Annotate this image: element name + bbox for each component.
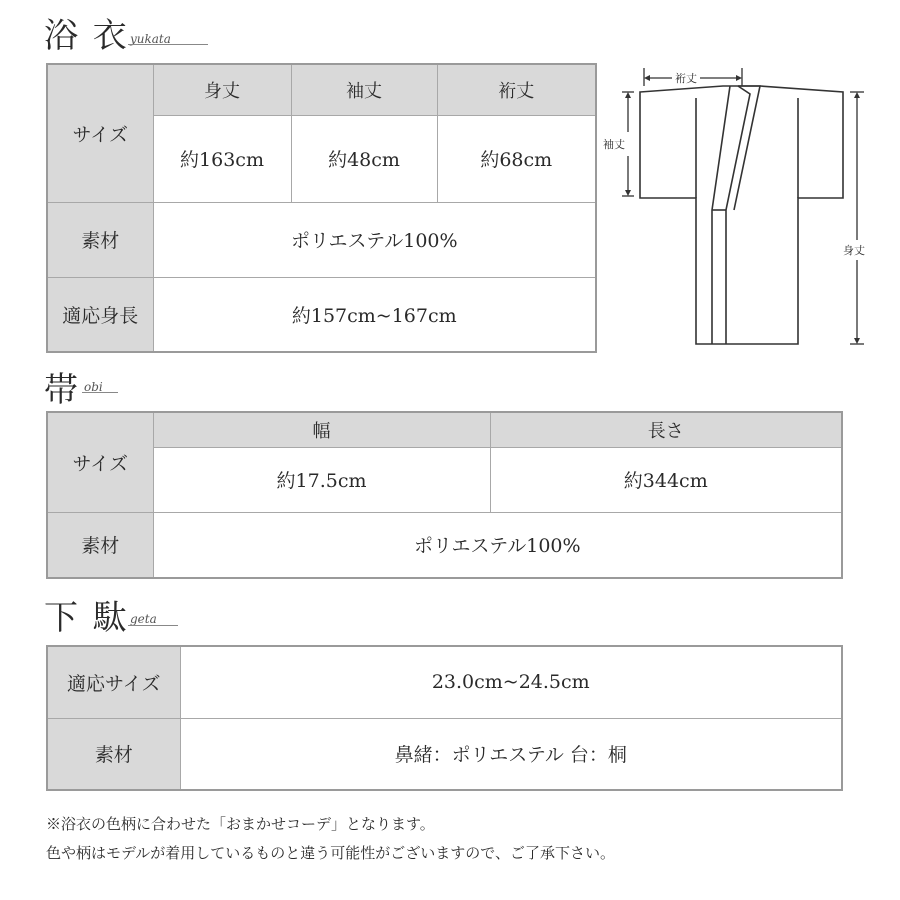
value-yukitake: 約68cm xyxy=(437,115,596,202)
geta-material-value: 鼻緒：ポリエステル 台：桐 xyxy=(180,718,842,790)
yukata-material-label: 素材 xyxy=(47,202,153,277)
geta-size-value: 23.0cm~24.5cm xyxy=(180,646,842,718)
value-width: 約17.5cm xyxy=(153,447,490,512)
geta-material-label: 素材 xyxy=(47,718,180,790)
geta-title-underline xyxy=(128,625,178,626)
note-line-2: 色や柄はモデルが着用しているものと違う可能性がございますので、ご了承下さい。 xyxy=(46,844,615,862)
geta-table xyxy=(46,645,843,791)
yukata-material-value: ポリエステル100% xyxy=(153,202,596,277)
obi-table xyxy=(46,411,843,579)
obi-title-underline xyxy=(82,392,118,393)
obi-script: obi xyxy=(84,380,103,394)
yukata-diagram xyxy=(600,60,870,355)
value-length: 約344cm xyxy=(490,447,842,512)
yukata-title: 浴 衣 xyxy=(44,16,129,56)
header-length: 長さ xyxy=(490,412,842,447)
yukata-size-label: サイズ xyxy=(47,64,153,202)
obi-size-label: サイズ xyxy=(47,412,153,512)
value-sodetake: 約48cm xyxy=(291,115,437,202)
obi-material-value: ポリエステル100% xyxy=(153,512,842,578)
header-mitake: 身丈 xyxy=(153,64,291,115)
header-sodetake: 袖丈 xyxy=(291,64,437,115)
value-mitake: 約163cm xyxy=(153,115,291,202)
geta-title: 下 駄 xyxy=(44,598,129,638)
yuki-label: 裄丈 xyxy=(675,72,697,85)
obi-material-label: 素材 xyxy=(47,512,153,578)
yukata-title-underline xyxy=(128,44,208,45)
yukata-height-value: 約157cm~167cm xyxy=(153,277,596,352)
mitake-dimension xyxy=(850,92,864,344)
mitake-label: 身丈 xyxy=(843,244,865,257)
yukata-height-label: 適応身長 xyxy=(47,277,153,352)
geta-script: geta xyxy=(130,612,157,626)
yukata-script: yukata xyxy=(130,32,171,46)
yukata-table xyxy=(46,63,597,353)
obi-title: 帯 xyxy=(44,370,80,410)
kimono-outline xyxy=(640,86,843,344)
header-width: 幅 xyxy=(153,412,490,447)
sode-label: 袖丈 xyxy=(603,138,625,151)
geta-size-label: 適応サイズ xyxy=(47,646,180,718)
note-line-1: ※浴衣の色柄に合わせた「おまかせコーデ」となります。 xyxy=(46,815,435,833)
header-yukitake: 裄丈 xyxy=(437,64,596,115)
